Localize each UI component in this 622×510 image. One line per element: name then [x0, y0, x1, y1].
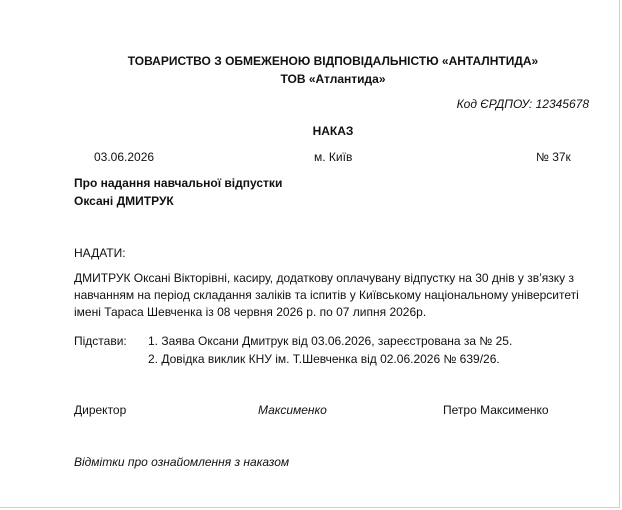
signer-name: Петро Максименко [443, 403, 549, 417]
subject-line-1: Про надання навчальної відпустки [74, 176, 283, 190]
organization-full-name: ТОВАРИСТВО З ОБМЕЖЕНОЮ ВІДПОВІДАЛЬНІСТЮ «АНТАЛНТИДА» [127, 54, 539, 68]
document-city: м. Київ [314, 150, 353, 164]
signer-signature: Максименко [258, 403, 327, 417]
organization-short-name: ТОВ «Атлантида» [280, 72, 386, 86]
basis-label: Підстави: [74, 334, 127, 348]
document-date: 03.06.2026 [94, 150, 155, 164]
document-type: НАКАЗ [312, 124, 354, 138]
order-verb: НАДАТИ: [74, 246, 126, 260]
subject-line-2: Оксані ДМИТРУК [74, 194, 174, 208]
order-text: ДМИТРУК Оксані Вікторівні, касиру, додаткову оплачувану відпустку на 30 днів у зв’язку з навчанням на період складання заліків та іспитів у Київському національному університеті імені Тараса Шевченка із 08 червня 2026 р. по 07 липня 2026р. [74, 271, 579, 319]
signer-position: Директор [74, 403, 127, 417]
document-number: № 37к [536, 150, 571, 164]
basis-item: 2. Довідка виклик КНУ ім. Т.Шевченка від 02.06.2026 № 639/26. [148, 352, 500, 366]
acknowledgement-note: Відмітки про ознайомлення з наказом [74, 455, 290, 469]
edrpou-code: Код ЄРДПОУ: 12345678 [456, 97, 589, 111]
basis-item: 1. Заява Оксани Дмитрук від 03.06.2026, зареєстрована за № 25. [148, 334, 513, 348]
